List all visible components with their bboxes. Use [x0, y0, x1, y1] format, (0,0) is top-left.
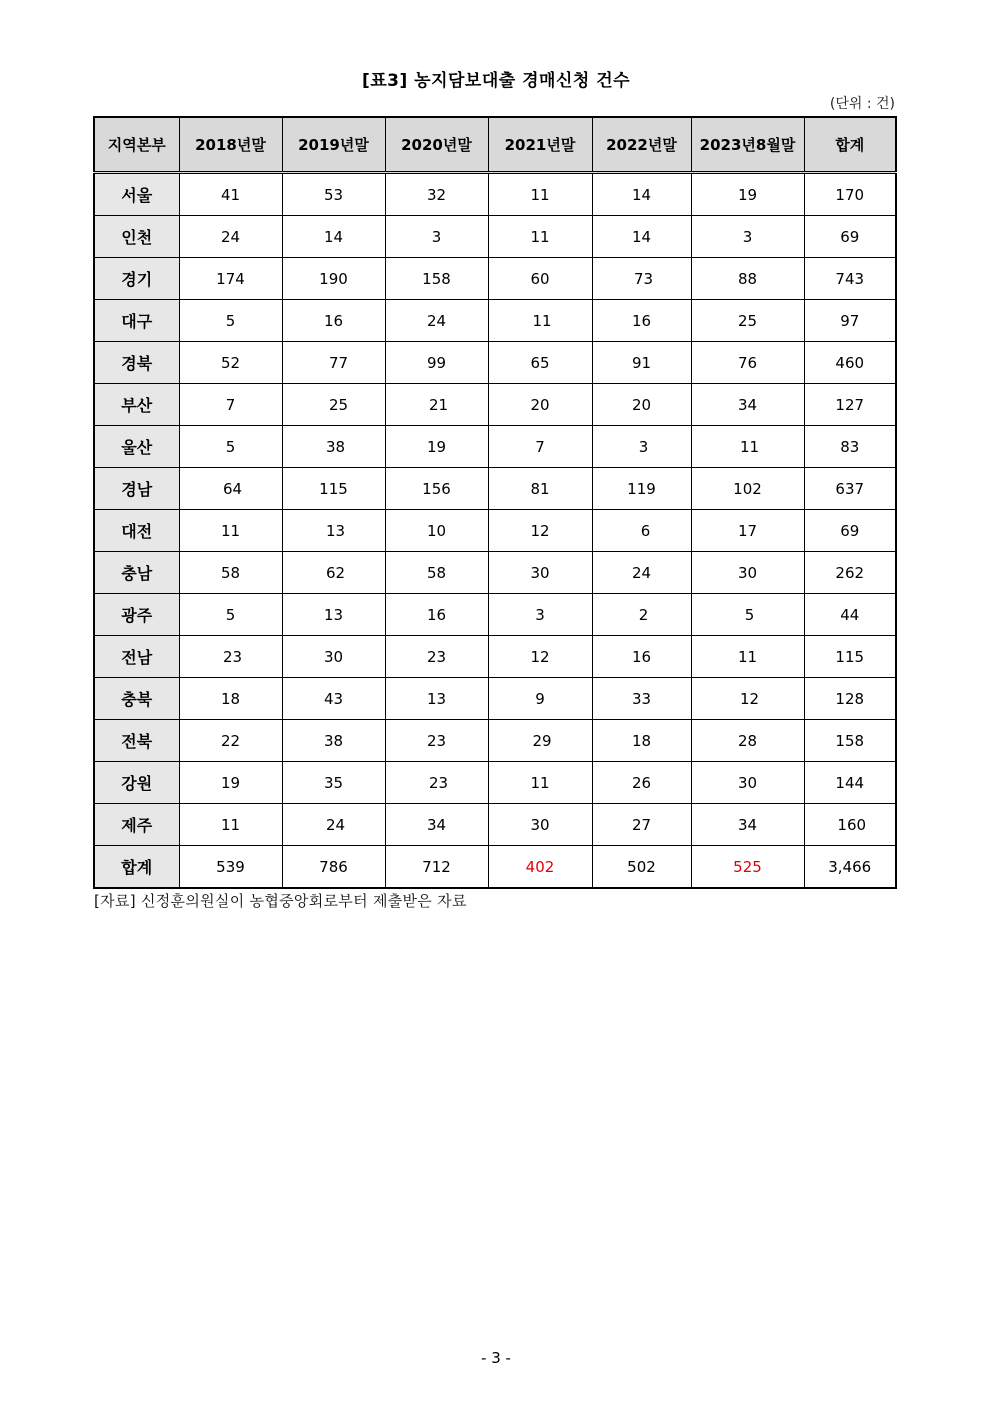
- value-cell: 58: [179, 552, 282, 594]
- table-row: [94, 678, 896, 720]
- region-cell: 경북: [94, 342, 179, 384]
- value-cell: 11: [488, 300, 592, 342]
- region-cell: 서울: [94, 173, 179, 216]
- value-cell: 81: [488, 468, 592, 510]
- value-cell: 11: [488, 216, 592, 258]
- value-cell: 38: [282, 426, 385, 468]
- source-note: [자료] 신정훈의원실이 농협중앙회로부터 제출받은 자료: [94, 892, 467, 910]
- value-cell: 29: [488, 720, 592, 762]
- value-cell: 5: [179, 300, 282, 342]
- value-cell: 18: [592, 720, 691, 762]
- region-cell: 제주: [94, 804, 179, 846]
- value-cell: 11: [488, 173, 592, 216]
- value-cell: 12: [488, 636, 592, 678]
- value-cell: 16: [592, 300, 691, 342]
- table-row: [94, 258, 896, 300]
- value-cell: 52: [179, 342, 282, 384]
- value-cell: 144: [804, 762, 896, 804]
- table-row: [94, 426, 896, 468]
- value-cell: 7: [488, 426, 592, 468]
- value-cell: 30: [691, 762, 804, 804]
- value-cell: 6: [592, 510, 691, 552]
- value-cell: 502: [592, 846, 691, 889]
- value-cell: 460: [804, 342, 896, 384]
- value-cell: 44: [804, 594, 896, 636]
- value-cell: 19: [179, 762, 282, 804]
- column-header: 2022년말: [592, 117, 691, 173]
- table-row: [94, 510, 896, 552]
- header-row: [94, 117, 896, 173]
- table-body: [94, 173, 896, 889]
- value-cell: 30: [691, 552, 804, 594]
- value-cell: 65: [488, 342, 592, 384]
- value-cell: 62: [282, 552, 385, 594]
- value-cell: 13: [385, 678, 488, 720]
- value-cell: 3,466: [804, 846, 896, 889]
- value-cell: 97: [804, 300, 896, 342]
- value-cell: 5: [691, 594, 804, 636]
- table-row: [94, 384, 896, 426]
- value-cell: 30: [488, 552, 592, 594]
- value-cell: 11: [179, 510, 282, 552]
- value-cell: 21: [385, 384, 488, 426]
- column-header: 지역본부: [94, 117, 179, 173]
- region-cell: 대구: [94, 300, 179, 342]
- value-cell: 3: [385, 216, 488, 258]
- value-cell: 16: [385, 594, 488, 636]
- value-cell: 23: [385, 636, 488, 678]
- table-row: [94, 300, 896, 342]
- value-cell: 3: [592, 426, 691, 468]
- value-cell: 160: [804, 804, 896, 846]
- value-cell: 402: [488, 846, 592, 889]
- value-cell: 525: [691, 846, 804, 889]
- value-cell: 11: [691, 636, 804, 678]
- value-cell: 26: [592, 762, 691, 804]
- value-cell: 88: [691, 258, 804, 300]
- table-row: [94, 173, 896, 216]
- value-cell: 91: [592, 342, 691, 384]
- value-cell: 16: [282, 300, 385, 342]
- table-row: [94, 594, 896, 636]
- region-cell: 울산: [94, 426, 179, 468]
- page-number: - 3 -: [481, 1349, 511, 1367]
- value-cell: 156: [385, 468, 488, 510]
- value-cell: 69: [804, 216, 896, 258]
- region-cell: 충남: [94, 552, 179, 594]
- value-cell: 76: [691, 342, 804, 384]
- table-title: [표3] 농지담보대출 경매신청 건수: [361, 71, 631, 91]
- value-cell: 19: [385, 426, 488, 468]
- value-cell: 637: [804, 468, 896, 510]
- column-header: 2018년말: [179, 117, 282, 173]
- value-cell: 786: [282, 846, 385, 889]
- value-cell: 34: [691, 384, 804, 426]
- value-cell: 11: [691, 426, 804, 468]
- value-cell: 22: [179, 720, 282, 762]
- value-cell: 170: [804, 173, 896, 216]
- total-row: [94, 846, 896, 889]
- value-cell: 14: [282, 216, 385, 258]
- value-cell: 34: [691, 804, 804, 846]
- value-cell: 7: [179, 384, 282, 426]
- value-cell: 5: [179, 594, 282, 636]
- value-cell: 24: [385, 300, 488, 342]
- value-cell: 18: [179, 678, 282, 720]
- column-header: 2021년말: [488, 117, 592, 173]
- column-header: 합계: [804, 117, 896, 173]
- value-cell: 77: [282, 342, 385, 384]
- region-cell: 충북: [94, 678, 179, 720]
- value-cell: 158: [804, 720, 896, 762]
- value-cell: 25: [282, 384, 385, 426]
- table-row: [94, 342, 896, 384]
- value-cell: 38: [282, 720, 385, 762]
- value-cell: 35: [282, 762, 385, 804]
- value-cell: 27: [592, 804, 691, 846]
- column-header: 2023년8월말: [691, 117, 804, 173]
- value-cell: 30: [282, 636, 385, 678]
- region-cell: 부산: [94, 384, 179, 426]
- region-cell: 광주: [94, 594, 179, 636]
- value-cell: 58: [385, 552, 488, 594]
- value-cell: 32: [385, 173, 488, 216]
- value-cell: 743: [804, 258, 896, 300]
- value-cell: 102: [691, 468, 804, 510]
- table-row: [94, 720, 896, 762]
- region-cell: 전북: [94, 720, 179, 762]
- column-header: 2020년말: [385, 117, 488, 173]
- value-cell: 128: [804, 678, 896, 720]
- region-cell: 전남: [94, 636, 179, 678]
- value-cell: 69: [804, 510, 896, 552]
- value-cell: 17: [691, 510, 804, 552]
- value-cell: 5: [179, 426, 282, 468]
- table-row: [94, 636, 896, 678]
- value-cell: 3: [488, 594, 592, 636]
- value-cell: 13: [282, 594, 385, 636]
- region-cell: 경기: [94, 258, 179, 300]
- value-cell: 30: [488, 804, 592, 846]
- value-cell: 43: [282, 678, 385, 720]
- value-cell: 115: [282, 468, 385, 510]
- value-cell: 24: [179, 216, 282, 258]
- value-cell: 262: [804, 552, 896, 594]
- value-cell: 24: [592, 552, 691, 594]
- value-cell: 60: [488, 258, 592, 300]
- region-cell: 인천: [94, 216, 179, 258]
- table-row: [94, 552, 896, 594]
- value-cell: 3: [691, 216, 804, 258]
- value-cell: 11: [179, 804, 282, 846]
- value-cell: 158: [385, 258, 488, 300]
- value-cell: 23: [385, 720, 488, 762]
- region-cell: 경남: [94, 468, 179, 510]
- value-cell: 13: [282, 510, 385, 552]
- value-cell: 119: [592, 468, 691, 510]
- value-cell: 34: [385, 804, 488, 846]
- value-cell: 9: [488, 678, 592, 720]
- value-cell: 16: [592, 636, 691, 678]
- value-cell: 127: [804, 384, 896, 426]
- value-cell: 28: [691, 720, 804, 762]
- value-cell: 10: [385, 510, 488, 552]
- value-cell: 73: [592, 258, 691, 300]
- value-cell: 41: [179, 173, 282, 216]
- value-cell: 115: [804, 636, 896, 678]
- value-cell: 25: [691, 300, 804, 342]
- value-cell: 64: [179, 468, 282, 510]
- value-cell: 24: [282, 804, 385, 846]
- value-cell: 23: [179, 636, 282, 678]
- value-cell: 20: [488, 384, 592, 426]
- unit-label: (단위 : 건): [829, 96, 895, 112]
- value-cell: 33: [592, 678, 691, 720]
- region-cell: 강원: [94, 762, 179, 804]
- auction-table: [93, 116, 897, 889]
- value-cell: 99: [385, 342, 488, 384]
- value-cell: 23: [385, 762, 488, 804]
- table-row: [94, 468, 896, 510]
- value-cell: 174: [179, 258, 282, 300]
- value-cell: 190: [282, 258, 385, 300]
- table-row: [94, 216, 896, 258]
- value-cell: 14: [592, 216, 691, 258]
- value-cell: 712: [385, 846, 488, 889]
- value-cell: 2: [592, 594, 691, 636]
- region-cell: 합계: [94, 846, 179, 889]
- value-cell: 20: [592, 384, 691, 426]
- value-cell: 19: [691, 173, 804, 216]
- column-header: 2019년말: [282, 117, 385, 173]
- region-cell: 대전: [94, 510, 179, 552]
- value-cell: 11: [488, 762, 592, 804]
- value-cell: 539: [179, 846, 282, 889]
- table-row: [94, 762, 896, 804]
- table-row: [94, 804, 896, 846]
- value-cell: 12: [691, 678, 804, 720]
- value-cell: 83: [804, 426, 896, 468]
- value-cell: 12: [488, 510, 592, 552]
- value-cell: 53: [282, 173, 385, 216]
- value-cell: 14: [592, 173, 691, 216]
